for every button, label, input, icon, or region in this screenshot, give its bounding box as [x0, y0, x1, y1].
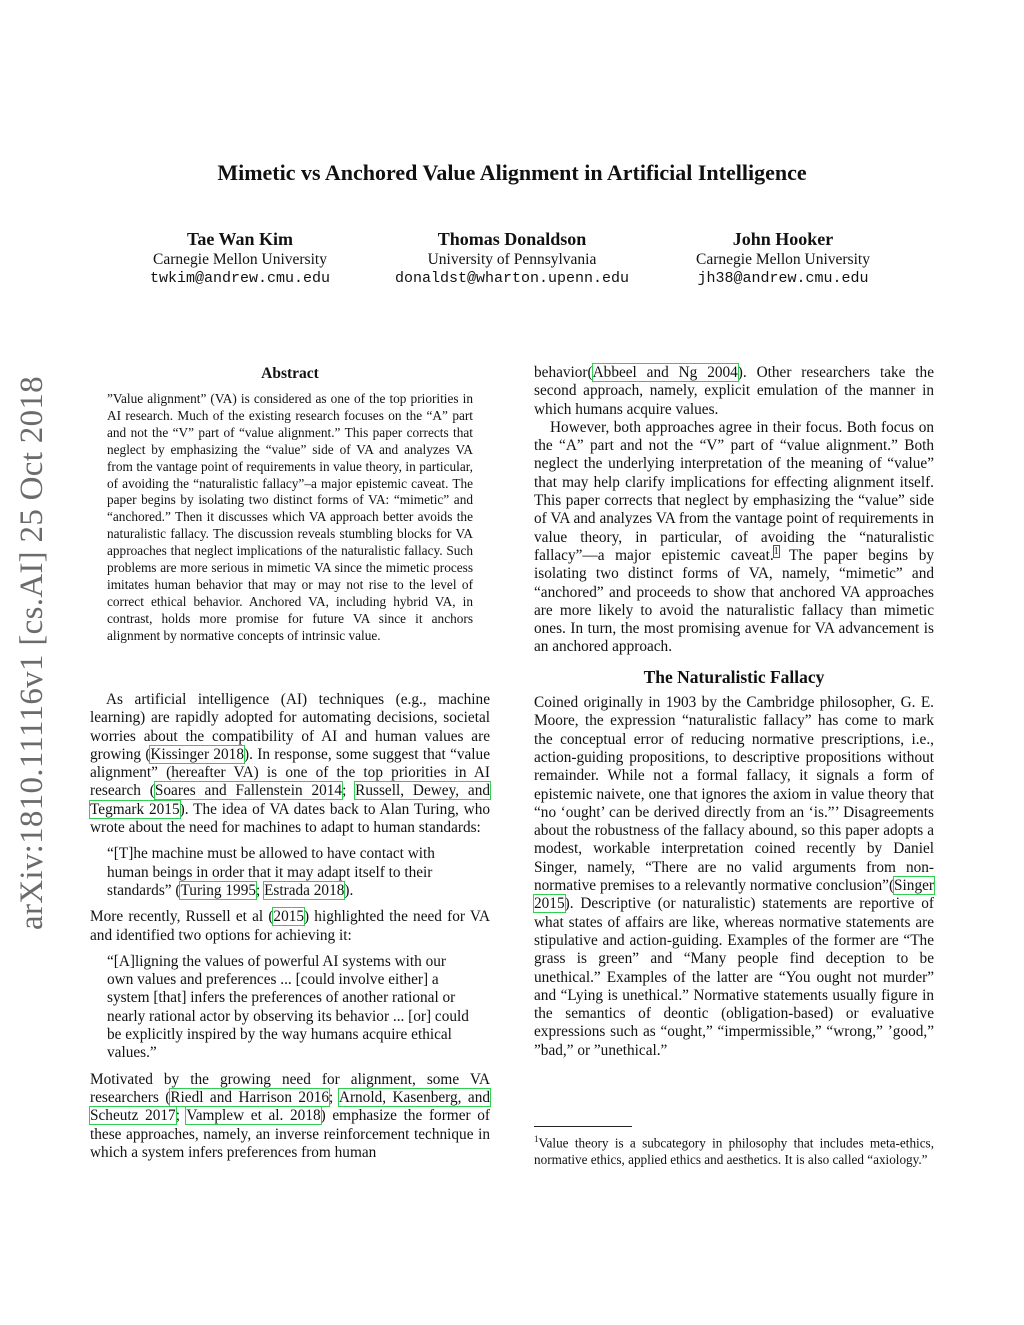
citation-link[interactable]: Kissinger 2018 [150, 745, 244, 763]
author-name: Tae Wan Kim [186, 229, 294, 249]
citation-link[interactable]: Abbeel and Ng 2004 [592, 364, 738, 381]
footnote-text: Value theory is a subcategory in philosophy that includes meta-ethics, normative ethics, applied ethics and aesthetics. It is also called “axiology.” [534, 1135, 934, 1168]
citation-link[interactable]: Turing 1995 [180, 881, 256, 899]
author-name: John Hooker [732, 229, 834, 249]
author-email[interactable]: twkim@andrew.cmu.edu [149, 270, 331, 287]
author-name: Thomas Donaldson [437, 229, 587, 249]
russell-quote: “[A]ligning the values of powerful AI systems with our own values and preferences ... [could involve either] a system [that] infers the preferences of another rational or nearly rational actor by observing its behavior ... [or] could be explicitly inspired by the way humans acquire ethical values.” [107, 952, 469, 1062]
footnote-link[interactable]: 1 [773, 545, 779, 557]
author-1 [110, 228, 370, 288]
author-email[interactable]: donaldst@wharton.upenn.edu [394, 270, 630, 287]
citation-link[interactable]: Riedl and Harrison 2016 [170, 1088, 330, 1106]
author-affiliation: University of Pennsylvania [427, 251, 597, 268]
citation-link[interactable]: Soares and Fallenstein 2014 [154, 782, 343, 800]
right-column [534, 364, 934, 1060]
footnote-divider [534, 1126, 632, 1127]
author-affiliation: Carnegie Mellon University [153, 251, 327, 268]
intro-paragraph-2: More recently, Russell et al (2015) highlighted the need for VA and identified two options for achieving it: [90, 908, 490, 944]
abstract-text: ”Value alignment” (VA) is considered as one of the top priorities in AI research. Much of the existing research focuses on the “A” part and not the “V” part of “value alignment.” This paper corrects that neglect by emphasizing the “value” side of VA and analyzes VA from the vantage point of requirements in value theory, in particular, of avoiding the “naturalistic fallacy”–a major epistemic caveat. The paper begins by isolating two distinct forms of VA: “mimetic” and “anchored.” Then it discusses which VA approach better avoids the naturalistic fallacy. The discussion reveals stumbling blocks for VA approaches that neglect implications of the naturalistic fallacy. Such problems are more serious in mimetic VA since the mimetic process imitates human behavior that may or may not rise to the level of correct ethical behavior. Anchored VA, including hybrid VA, in contrast, holds more promise for future VA since it anchors alignment by normative concepts of intrinsic value. [107, 391, 473, 643]
author-email[interactable]: jh38@andrew.cmu.edu [697, 270, 869, 287]
citation-link[interactable]: Estrada 2018 [264, 881, 345, 899]
turing-quote: “[T]he machine must be allowed to have contact with human beings in order that it may adapt itself to their standards” (Turing 1995; Estrada 2018). [107, 845, 435, 899]
author-3 [653, 228, 913, 288]
citation-link[interactable]: Arnold, Kasenberg, and Scheutz 2017 [90, 1088, 490, 1125]
intro-paragraph-3: Motivated by the growing need for alignment, some VA researchers (Riedl and Harrison 2016; Arnold, Kasenberg, and Scheutz 2017; Vamplew et al. 2018) emphasize the former of these approaches, namely, an inverse reinforcement technique in which a system infers preferences from human [90, 1070, 490, 1161]
author-2 [372, 228, 652, 288]
citation-link[interactable]: 2015 [273, 908, 305, 926]
right-paragraph-3: Coined originally in 1903 by the Cambridge philosopher, G. E. Moore, the expression “naturalistic fallacy” has come to mark the conceptual error of reducing normative prescriptions, i.e., action-guiding propositions, to descriptive propositions without remainder. While not a formal fallacy, it signals a form of epistemic naivete, one that ignores the axiom in value theory that “no ‘ought’ can be derived directly from an ‘is.”’ Disagreements about the robustness of the fallacy abound, so this paper adopts a modest, workable interpretation coined recently by Daniel Singer, namely, “There are no valid arguments from non-normative premises to a relevantly normative conclusion”(Singer 2015). Descriptive (or naturalistic) statements are reportive of what states of affairs are like, whereas normative statements are stipulative and action-guiding. Examples of the former are “The grass is green” and “Many people find deception to be unethical.” Examples of the latter are “You ought not murder” and “Lying is unethical.” Normative statements usually figure in the semantics of deontic (obligation-based) or evaluative expressions such as “ought,” “impermissible,” “wrong,” ’good,” ”bad,” or ”unethical.” [534, 694, 934, 1059]
left-column [90, 691, 490, 1162]
abstract-heading: Abstract [261, 365, 319, 382]
citation-link[interactable]: Russell, Dewey, and Tegmark 2015 [90, 782, 490, 818]
paper-title: Mimetic vs Anchored Value Alignment in Artificial Intelligence [217, 160, 807, 185]
arxiv-identifier: arXiv:1810.11116v1 [cs.AI] 25 Oct 2018 [14, 376, 50, 930]
author-affiliation: Carnegie Mellon University [696, 251, 870, 268]
citation-link[interactable]: Vamplew et al. 2018 [186, 1107, 321, 1125]
right-paragraph-2: However, both approaches agree in their focus. Both focus on the “A” part and not the “V” part of “value alignment.” Both neglect the underlying interpretation of the meaning of “value” that may help clarify implications for effecting alignment itself. This paper corrects that neglect by emphasizing the “value” side of VA and analyzes VA from the vantage point of requirements in value theory, in particular, of avoiding the “naturalistic fallacy”—a major epistemic caveat.$^1$ The paper begins by isolating two distinct forms of VA, namely, “mimetic” and “anchored” and proceeds to show that anchored VA approaches are more likely to avoid the naturalistic fallacy than mimetic ones. In turn, the most promising avenue for VA advancement is an anchored approach. [534, 418, 935, 656]
footnote [534, 1131, 934, 1168]
footnote-mark: 1 [534, 1134, 539, 1144]
section-heading: The Naturalistic Fallacy [643, 666, 825, 687]
right-paragraph-1: behavior(Abbeel and Ng 2004). Other researchers take the second approach, namely, explicit emulation of the manner in which humans acquire values. [534, 364, 934, 418]
intro-paragraph-1: As artificial intelligence (AI) techniques (e.g., machine learning) are rapidly adopted for automating decisions, societal worries about the compatibility of AI and human values are growing (Kissinger 2018). In response, some suggest that “value alignment” (hereafter VA) is one of the top priorities in AI research (Soares and Fallenstein 2014; Russell, Dewey, and Tegmark 2015). The idea of VA dates back to Alan Turing, who wrote about the need for machines to adapt to human standards: [90, 691, 491, 837]
citation-link[interactable]: Singer 2015 [534, 877, 934, 913]
